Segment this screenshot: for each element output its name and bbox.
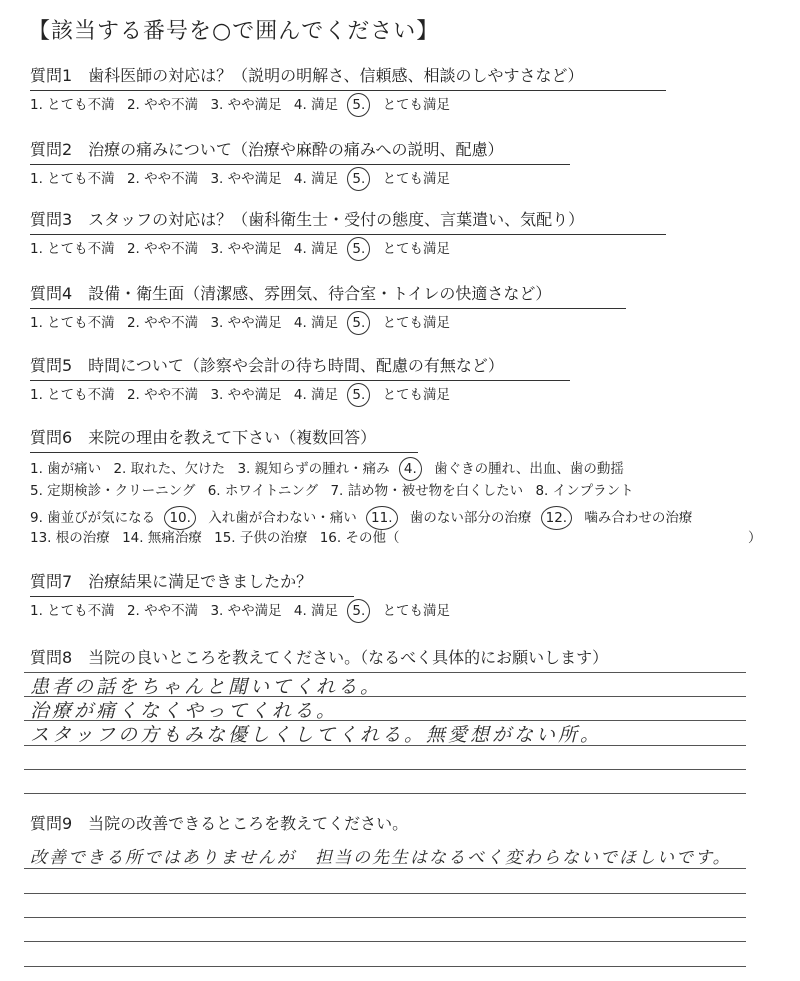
q6-option-7[interactable]: 7. 詰め物・被せ物を白くしたい (330, 483, 524, 499)
q7-option-5-label: とても満足 (382, 603, 451, 619)
question-4-title: 質問4 設備・衛生面（清潔感、雰囲気、待合室・トイレの快適さなど） (30, 284, 552, 303)
q6-option-5[interactable]: 5. 定期検診・クリーニング (30, 483, 196, 499)
q2-option-5-circled[interactable]: 5. (347, 167, 370, 191)
q6-option-6[interactable]: 6. ホワイトニング (207, 483, 319, 499)
q5-option-4[interactable]: 4. 満足 (293, 387, 339, 403)
q3-option-5-label: とても満足 (382, 241, 451, 257)
page-title: 【該当する番号を○で囲んでください】 (28, 19, 440, 44)
q4-option-5-circled[interactable]: 5. (347, 311, 370, 335)
q5-option-5-label: とても満足 (382, 387, 451, 403)
question-1-title: 質問1 歯科医師の対応は？（説明の明解さ、信頼感、相談のしやすさなど） (30, 66, 584, 85)
q6-option-10-label: 入れ歯が合わない・痛い (208, 510, 357, 526)
question-1-underline (30, 90, 666, 91)
question-6-row-4 (30, 529, 407, 547)
q9-line-1 (24, 868, 746, 869)
q6-other-close-paren: ） (748, 530, 762, 546)
q3-option-1[interactable]: 1. とても不満 (30, 241, 115, 257)
q7-option-4[interactable]: 4. 満足 (293, 603, 339, 619)
q9-line-5 (24, 966, 746, 967)
q7-option-5-circled[interactable]: 5. (347, 599, 370, 623)
q8-answer-2[interactable]: 治療が痛くなくやってくれる。 (30, 700, 339, 722)
q3-option-5-circled[interactable]: 5. (347, 237, 370, 261)
q6-option-16[interactable]: 16. その他（ (319, 530, 400, 546)
question-6-underline (30, 452, 418, 453)
q6-option-10-circled[interactable]: 10. (164, 506, 195, 530)
question-7-title: 質問7 治療結果に満足できましたか？ (30, 572, 313, 591)
q2-option-4[interactable]: 4. 満足 (293, 171, 339, 187)
question-3-title: 質問3 スタッフの対応は？（歯科衛生士・受付の態度、言葉遣い、気配り） (30, 210, 585, 229)
q9-answer-1[interactable]: 改善できる所ではありませんが 担当の先生はなるべく変わらないでほしいです。 (30, 848, 732, 868)
question-6-row-2 (30, 482, 642, 500)
q1-option-1[interactable]: 1. とても不満 (30, 97, 115, 113)
q8-line-6 (24, 793, 746, 794)
q6-option-2[interactable]: 2. 取れた、欠けた (113, 461, 226, 477)
q6-option-15[interactable]: 15. 子供の治療 (214, 530, 308, 546)
question-6-row-3 (30, 506, 700, 530)
q6-option-8[interactable]: 8. インプラント (535, 483, 634, 499)
q8-line-5 (24, 769, 746, 770)
q6-option-11-circled[interactable]: 11. (366, 506, 397, 530)
q7-option-2[interactable]: 2. やや不満 (126, 603, 199, 619)
q4-option-5-label: とても満足 (382, 315, 451, 331)
q6-option-4-circled[interactable]: 4. (399, 457, 422, 481)
q4-option-2[interactable]: 2. やや不満 (126, 315, 199, 331)
q3-option-4[interactable]: 4. 満足 (293, 241, 339, 257)
q4-option-4[interactable]: 4. 満足 (293, 315, 339, 331)
question-3-underline (30, 234, 666, 235)
question-6-row-1 (30, 457, 632, 481)
q9-line-3 (24, 917, 746, 918)
q8-answer-3[interactable]: スタッフの方もみな優しくしてくれる。無愛想がない所。 (30, 724, 603, 746)
q6-option-13[interactable]: 13. 根の治療 (30, 530, 110, 546)
question-1-options (30, 93, 458, 117)
question-4-underline (30, 308, 626, 309)
q2-option-1[interactable]: 1. とても不満 (30, 171, 115, 187)
q3-option-3[interactable]: 3. やや満足 (210, 241, 282, 257)
question-6-title: 質問6 来院の理由を教えて下さい（複数回答） (30, 428, 377, 447)
q1-option-2[interactable]: 2. やや不満 (126, 97, 199, 113)
question-5-options (30, 383, 458, 407)
q7-option-1[interactable]: 1. とても不満 (30, 603, 115, 619)
q6-option-3[interactable]: 3. 親知らずの腫れ・痛み (237, 461, 390, 477)
q6-option-12-label: 噛み合わせの治療 (584, 510, 693, 526)
q1-option-5-circled[interactable]: 5. (347, 93, 370, 117)
q3-option-2[interactable]: 2. やや不満 (126, 241, 199, 257)
q6-option-4-label: 歯ぐきの腫れ、出血、歯の動揺 (434, 461, 624, 477)
question-3-options (30, 237, 458, 261)
q2-option-2[interactable]: 2. やや不満 (126, 171, 199, 187)
q1-option-4[interactable]: 4. 満足 (293, 97, 339, 113)
q4-option-3[interactable]: 3. やや満足 (210, 315, 282, 331)
question-2-underline (30, 164, 570, 165)
question-2-title: 質問2 治療の痛みについて（治療や麻酔の痛みへの説明、配慮） (30, 140, 504, 159)
q2-option-3[interactable]: 3. やや満足 (210, 171, 282, 187)
q7-option-3[interactable]: 3. やや満足 (210, 603, 282, 619)
q2-option-5-label: とても満足 (382, 171, 451, 187)
q6-option-9[interactable]: 9. 歯並びが気になる (30, 510, 156, 526)
q6-option-12-circled[interactable]: 12. (541, 506, 572, 530)
q9-line-4 (24, 941, 746, 942)
q1-option-3[interactable]: 3. やや満足 (210, 97, 282, 113)
question-5-underline (30, 380, 570, 381)
question-4-options (30, 311, 458, 335)
q5-option-1[interactable]: 1. とても不満 (30, 387, 115, 403)
question-2-options (30, 167, 458, 191)
q5-option-3[interactable]: 3. やや満足 (210, 387, 282, 403)
q9-line-2 (24, 893, 746, 894)
q6-option-14[interactable]: 14. 無痛治療 (122, 530, 202, 546)
question-5-title: 質問5 時間について（診察や会計の待ち時間、配慮の有無など） (30, 356, 504, 375)
q6-option-1[interactable]: 1. 歯が痛い (30, 461, 102, 477)
q1-option-5-label: とても満足 (382, 97, 451, 113)
q4-option-1[interactable]: 1. とても不満 (30, 315, 115, 331)
question-9-title: 質問9 当院の改善できるところを教えてください。 (30, 814, 409, 833)
q5-option-2[interactable]: 2. やや不満 (126, 387, 199, 403)
question-8-title: 質問8 当院の良いところを教えてください。（なるべく具体的にお願いします） (30, 648, 609, 667)
q5-option-5-circled[interactable]: 5. (347, 383, 370, 407)
question-7-underline (30, 596, 354, 597)
q6-option-11-label: 歯のない部分の治療 (409, 510, 532, 526)
q8-answer-1[interactable]: 患者の話をちゃんと聞いてくれる。 (30, 676, 383, 698)
question-7-options (30, 599, 458, 623)
